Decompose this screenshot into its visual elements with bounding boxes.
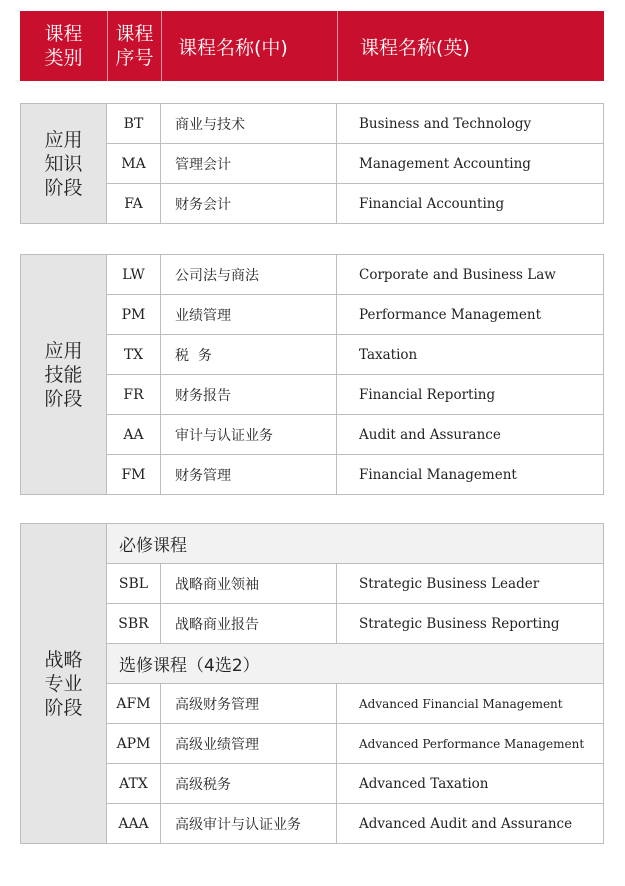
- header-category: [20, 11, 108, 81]
- course-name-cn: 战略商业报告: [161, 604, 337, 643]
- elective-courses-heading: 选修课程（4选2）: [107, 643, 603, 683]
- header-code-line2: 序号: [115, 47, 154, 69]
- required-courses-heading: 必修课程: [107, 524, 603, 563]
- course-name-en: Financial Management: [359, 466, 517, 483]
- course-code: MA: [107, 144, 161, 183]
- stage-label-line: 应用: [44, 128, 83, 151]
- course-name-cn: 财务管理: [161, 455, 337, 494]
- course-name-cn: 高级税务: [161, 764, 337, 803]
- course-name-cn: 高级业绩管理: [161, 724, 337, 763]
- table-row: [107, 143, 603, 183]
- course-name-cn: 审计与认证业务: [161, 415, 337, 454]
- course-name-en: Financial Accounting: [359, 195, 505, 212]
- course-name-en: Taxation: [359, 346, 418, 363]
- stage-label-line: 知识: [44, 152, 83, 175]
- course-name-cn: 高级财务管理: [161, 684, 337, 723]
- header-name-cn: 课程名称(中): [162, 11, 338, 81]
- course-name-en: Management Accounting: [359, 155, 531, 172]
- course-code: AAA: [107, 804, 161, 843]
- table-row: [107, 603, 603, 643]
- course-name-en: Advanced Taxation: [359, 775, 489, 792]
- table-row: [107, 683, 603, 723]
- header-code: [108, 11, 162, 81]
- course-code: LW: [107, 255, 161, 294]
- table-row: [107, 183, 603, 223]
- table-row: [107, 104, 603, 143]
- course-name-en: Business and Technology: [359, 115, 532, 132]
- stage-label-cell: [21, 255, 107, 494]
- course-code: APM: [107, 724, 161, 763]
- course-code: SBR: [107, 604, 161, 643]
- course-code: TX: [107, 335, 161, 374]
- stage-label-line: 技能: [44, 363, 83, 386]
- course-name-cn: 战略商业领袖: [161, 564, 337, 603]
- course-code: AA: [107, 415, 161, 454]
- course-name-cn: 税 务: [161, 335, 337, 374]
- course-name-cn: 财务会计: [161, 184, 337, 223]
- table-row: [107, 414, 603, 454]
- course-name-cn: 财务报告: [161, 375, 337, 414]
- course-name-cn: 高级审计与认证业务: [161, 804, 337, 843]
- stage-label-line: 应用: [44, 339, 83, 362]
- course-name-en: Advanced Audit and Assurance: [359, 815, 573, 832]
- stage-block-skills: [20, 254, 604, 495]
- course-name-cn: 商业与技术: [161, 104, 337, 143]
- header-category-line1: 课程: [44, 23, 83, 45]
- course-code: SBL: [107, 564, 161, 603]
- stage-label-line: 阶段: [44, 176, 83, 199]
- table-row: [107, 334, 603, 374]
- course-name-en: Performance Management: [359, 306, 542, 323]
- course-name-en: Advanced Financial Management: [359, 696, 563, 711]
- table-row: [107, 255, 603, 294]
- course-code: FR: [107, 375, 161, 414]
- course-name-en: Corporate and Business Law: [359, 266, 556, 283]
- header-category-line2: 类别: [44, 47, 83, 69]
- course-name-en: Strategic Business Reporting: [359, 615, 560, 632]
- course-name-en: Audit and Assurance: [359, 426, 501, 443]
- course-name-cn: 公司法与商法: [161, 255, 337, 294]
- course-code: BT: [107, 104, 161, 143]
- course-name-en: Financial Reporting: [359, 386, 496, 403]
- table-row: [107, 454, 603, 494]
- header-code-line1: 课程: [115, 23, 154, 45]
- course-code: ATX: [107, 764, 161, 803]
- stage-label-line: 专业: [44, 672, 83, 695]
- stage-label-line: 战略: [44, 648, 83, 671]
- course-name-cn: 业绩管理: [161, 295, 337, 334]
- course-code: FA: [107, 184, 161, 223]
- stage-label-line: 阶段: [44, 696, 83, 719]
- course-code: AFM: [107, 684, 161, 723]
- table-row: [107, 294, 603, 334]
- table-row: [107, 803, 603, 843]
- table-header: [20, 11, 604, 81]
- table-row: [107, 723, 603, 763]
- course-code: PM: [107, 295, 161, 334]
- course-name-en: Advanced Performance Management: [359, 736, 585, 751]
- stage-label-cell: [21, 104, 107, 223]
- stage-block-strategic: [20, 523, 604, 844]
- header-name-en: 课程名称(英): [360, 36, 470, 59]
- table-row: [107, 763, 603, 803]
- stage-label-cell: [21, 524, 107, 843]
- stage-label-line: 阶段: [44, 387, 83, 410]
- course-name-cn: 管理会计: [161, 144, 337, 183]
- course-name-en: Strategic Business Leader: [359, 575, 540, 592]
- table-row: [107, 374, 603, 414]
- stage-block-knowledge: [20, 103, 604, 224]
- table-row: [107, 563, 603, 603]
- course-table: [20, 11, 604, 844]
- course-code: FM: [107, 455, 161, 494]
